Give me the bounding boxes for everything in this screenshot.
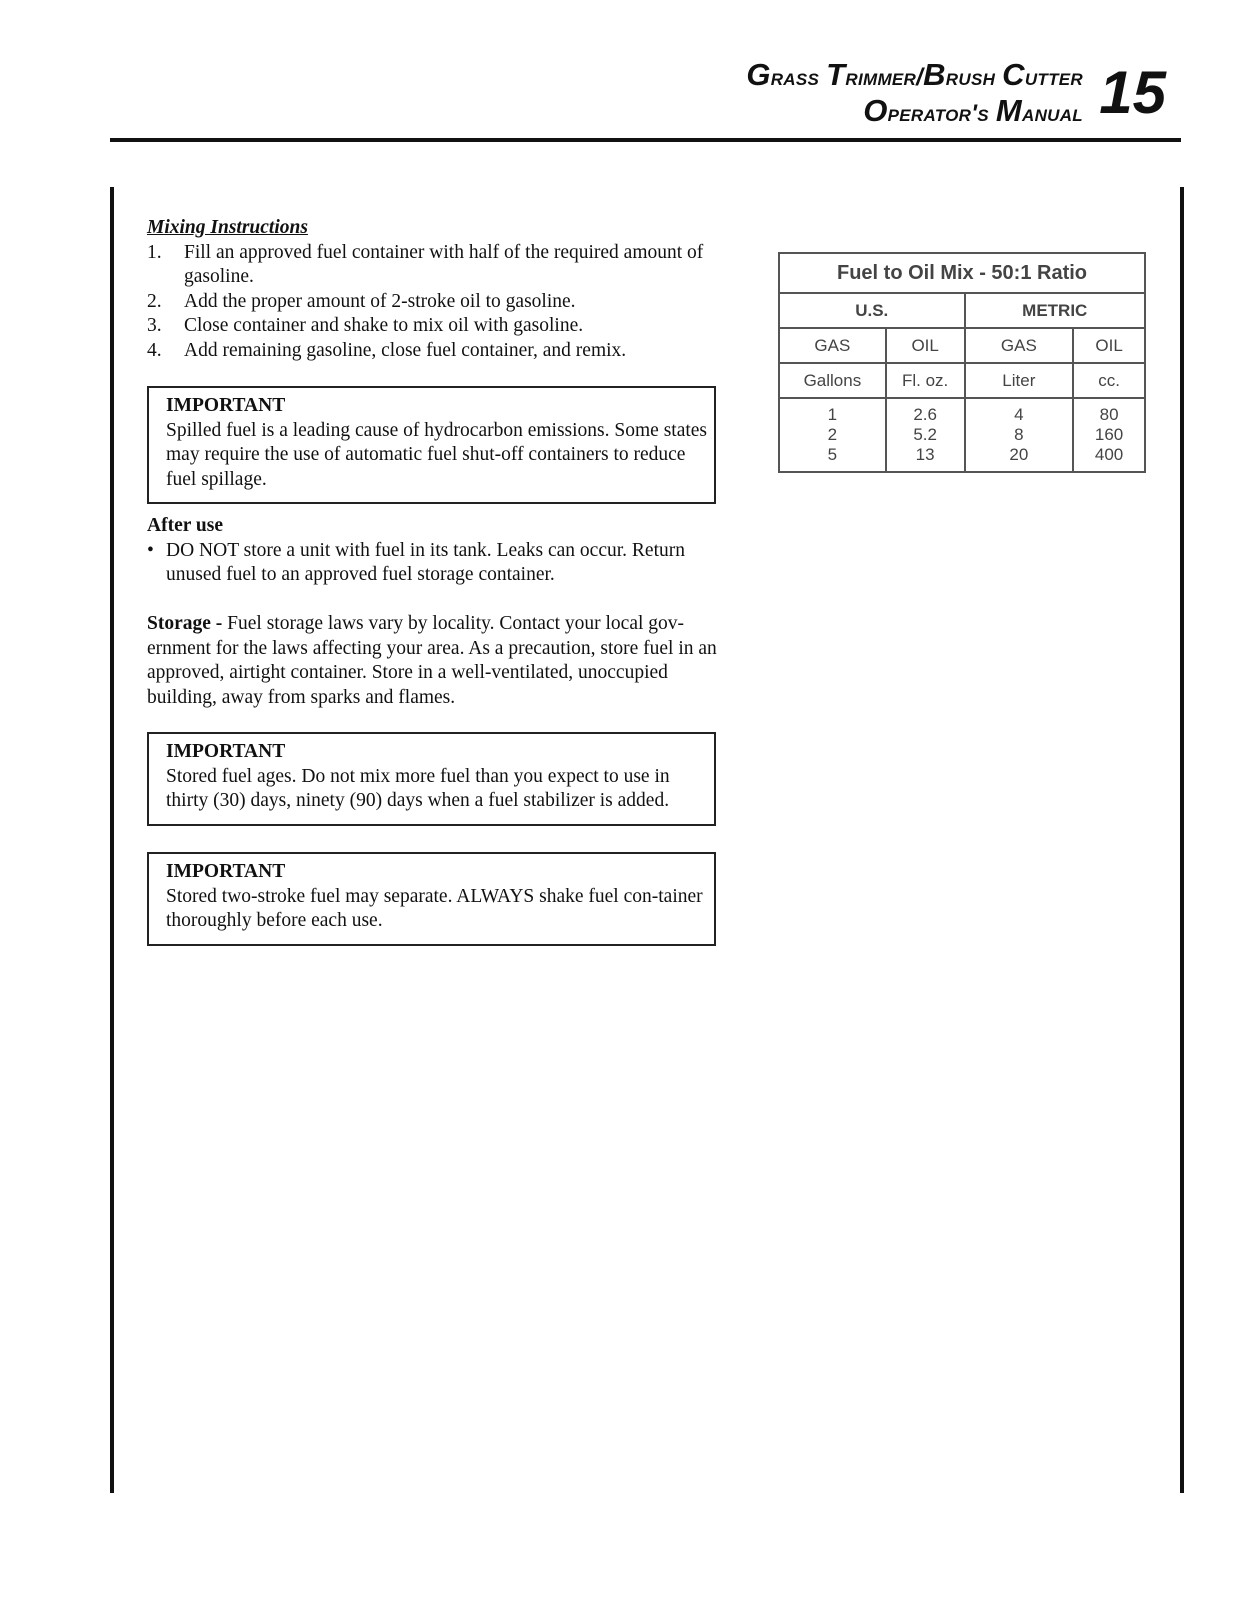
manual-title-line2 [746, 94, 1083, 130]
step-text: Close container and shake to mix oil with gasoline. [184, 315, 584, 336]
step-text: Add the proper amount of 2-stroke oil to gasoline. [184, 290, 576, 312]
table-cell: 1 [827, 405, 838, 424]
table-column-header: OIL [886, 328, 965, 363]
table-cell: 20 [1009, 445, 1029, 464]
bullet: • [147, 539, 154, 561]
table-title: Fuel to Oil Mix - 50:1 Ratio [779, 253, 1145, 293]
title-word: rass [770, 64, 827, 91]
title-word: T [826, 57, 846, 92]
title-word: anual [1022, 100, 1083, 127]
manual-title-line1 [746, 58, 1083, 94]
table-cell: 8 [1014, 425, 1024, 444]
table-cell: 5 [827, 445, 838, 464]
important-label: IMPORTANT [166, 741, 286, 762]
table-group-header: METRIC [965, 293, 1145, 328]
important-notice-separation [147, 852, 716, 946]
storage-lead: Storage - [147, 613, 223, 634]
title-word: rush [945, 64, 1003, 91]
storage-text: Fuel storage laws vary by locality. Contact your local gov-ernment for the laws affecting your area. As a precaution, store fuel in an approved, airtight container. Store in a well-ventilated, unoccupied building, away from sparks and flames. [147, 613, 717, 708]
step-number: 3. [147, 315, 162, 336]
table-group-header: U.S. [779, 293, 965, 328]
step-text: Fill an approved fuel container with half of the required amount of gasoline. [184, 241, 704, 287]
table-unit-header: Gallons [779, 363, 886, 398]
table-column-header: OIL [1073, 328, 1145, 363]
table-values-column [1073, 398, 1145, 472]
table-cell: 2 [827, 425, 838, 444]
important-label: IMPORTANT [166, 861, 286, 882]
title-word: G [746, 57, 771, 92]
table-cell: 80 [1099, 405, 1119, 424]
important-notice-spillage [147, 386, 716, 504]
after-use-section [147, 514, 737, 588]
important-label: IMPORTANT [166, 395, 286, 416]
list-item [147, 339, 737, 364]
right-margin-rule [1180, 187, 1184, 1493]
table-cell: 2.6 [913, 405, 937, 424]
important-text: Stored two-stroke fuel may separate. ALWAYS shake fuel con-tainer thoroughly before each use. [166, 885, 703, 931]
left-margin-rule [110, 187, 114, 1493]
title-word: perator's [887, 100, 996, 127]
header-divider [110, 138, 1181, 142]
title-word: utter [1024, 64, 1083, 91]
step-number: 2. [147, 290, 162, 312]
table-cell: 4 [1014, 405, 1024, 424]
after-use-text: DO NOT store a unit with fuel in its tank. Leaks can occur. Return unused fuel to an approved fuel storage container. [166, 539, 685, 585]
table-values-column [965, 398, 1074, 472]
mixing-steps-list [147, 241, 737, 364]
table-cell: 13 [915, 445, 935, 464]
step-number: 4. [147, 339, 162, 361]
mixing-instructions-title: Mixing Instructions [147, 217, 308, 238]
title-word: M [995, 93, 1022, 128]
after-use-title: After use [147, 515, 223, 536]
list-item [147, 241, 737, 290]
step-number: 1. [147, 241, 162, 263]
table-values-column [886, 398, 965, 472]
important-text: Spilled fuel is a leading cause of hydrocarbon emissions. Some states may require the use of automatic fuel shut-off containers to reduce fuel spillage. [166, 419, 708, 490]
table-cell: 400 [1094, 445, 1124, 464]
manual-title [746, 58, 1083, 130]
page-number: 15 [1099, 59, 1166, 126]
table-unit-header: cc. [1073, 363, 1145, 398]
important-notice-fuel-age [147, 732, 716, 826]
after-use-list [147, 539, 737, 588]
step-text: Add remaining gasoline, close fuel container, and remix. [184, 339, 627, 361]
mixing-instructions-section [147, 216, 737, 363]
list-item [147, 290, 737, 315]
table-unit-header: Fl. oz. [886, 363, 965, 398]
title-word: C [1002, 57, 1025, 92]
title-word: B [923, 57, 946, 92]
table-cell: 5.2 [913, 425, 937, 444]
title-word: rimmer/ [845, 64, 924, 91]
table-column-header: GAS [965, 328, 1074, 363]
important-text: Stored fuel ages. Do not mix more fuel than you expect to use in thirty (30) days, ninety (90) days when a fuel stabilizer is added. [166, 765, 670, 811]
table-unit-header: Liter [965, 363, 1074, 398]
title-word: O [863, 93, 888, 128]
list-item [147, 539, 737, 588]
fuel-oil-mix-table [778, 252, 1146, 473]
storage-paragraph [147, 612, 727, 710]
table-column-header: GAS [779, 328, 886, 363]
table-values-column [779, 398, 886, 472]
table-cell: 160 [1094, 425, 1124, 444]
list-item [147, 314, 737, 339]
